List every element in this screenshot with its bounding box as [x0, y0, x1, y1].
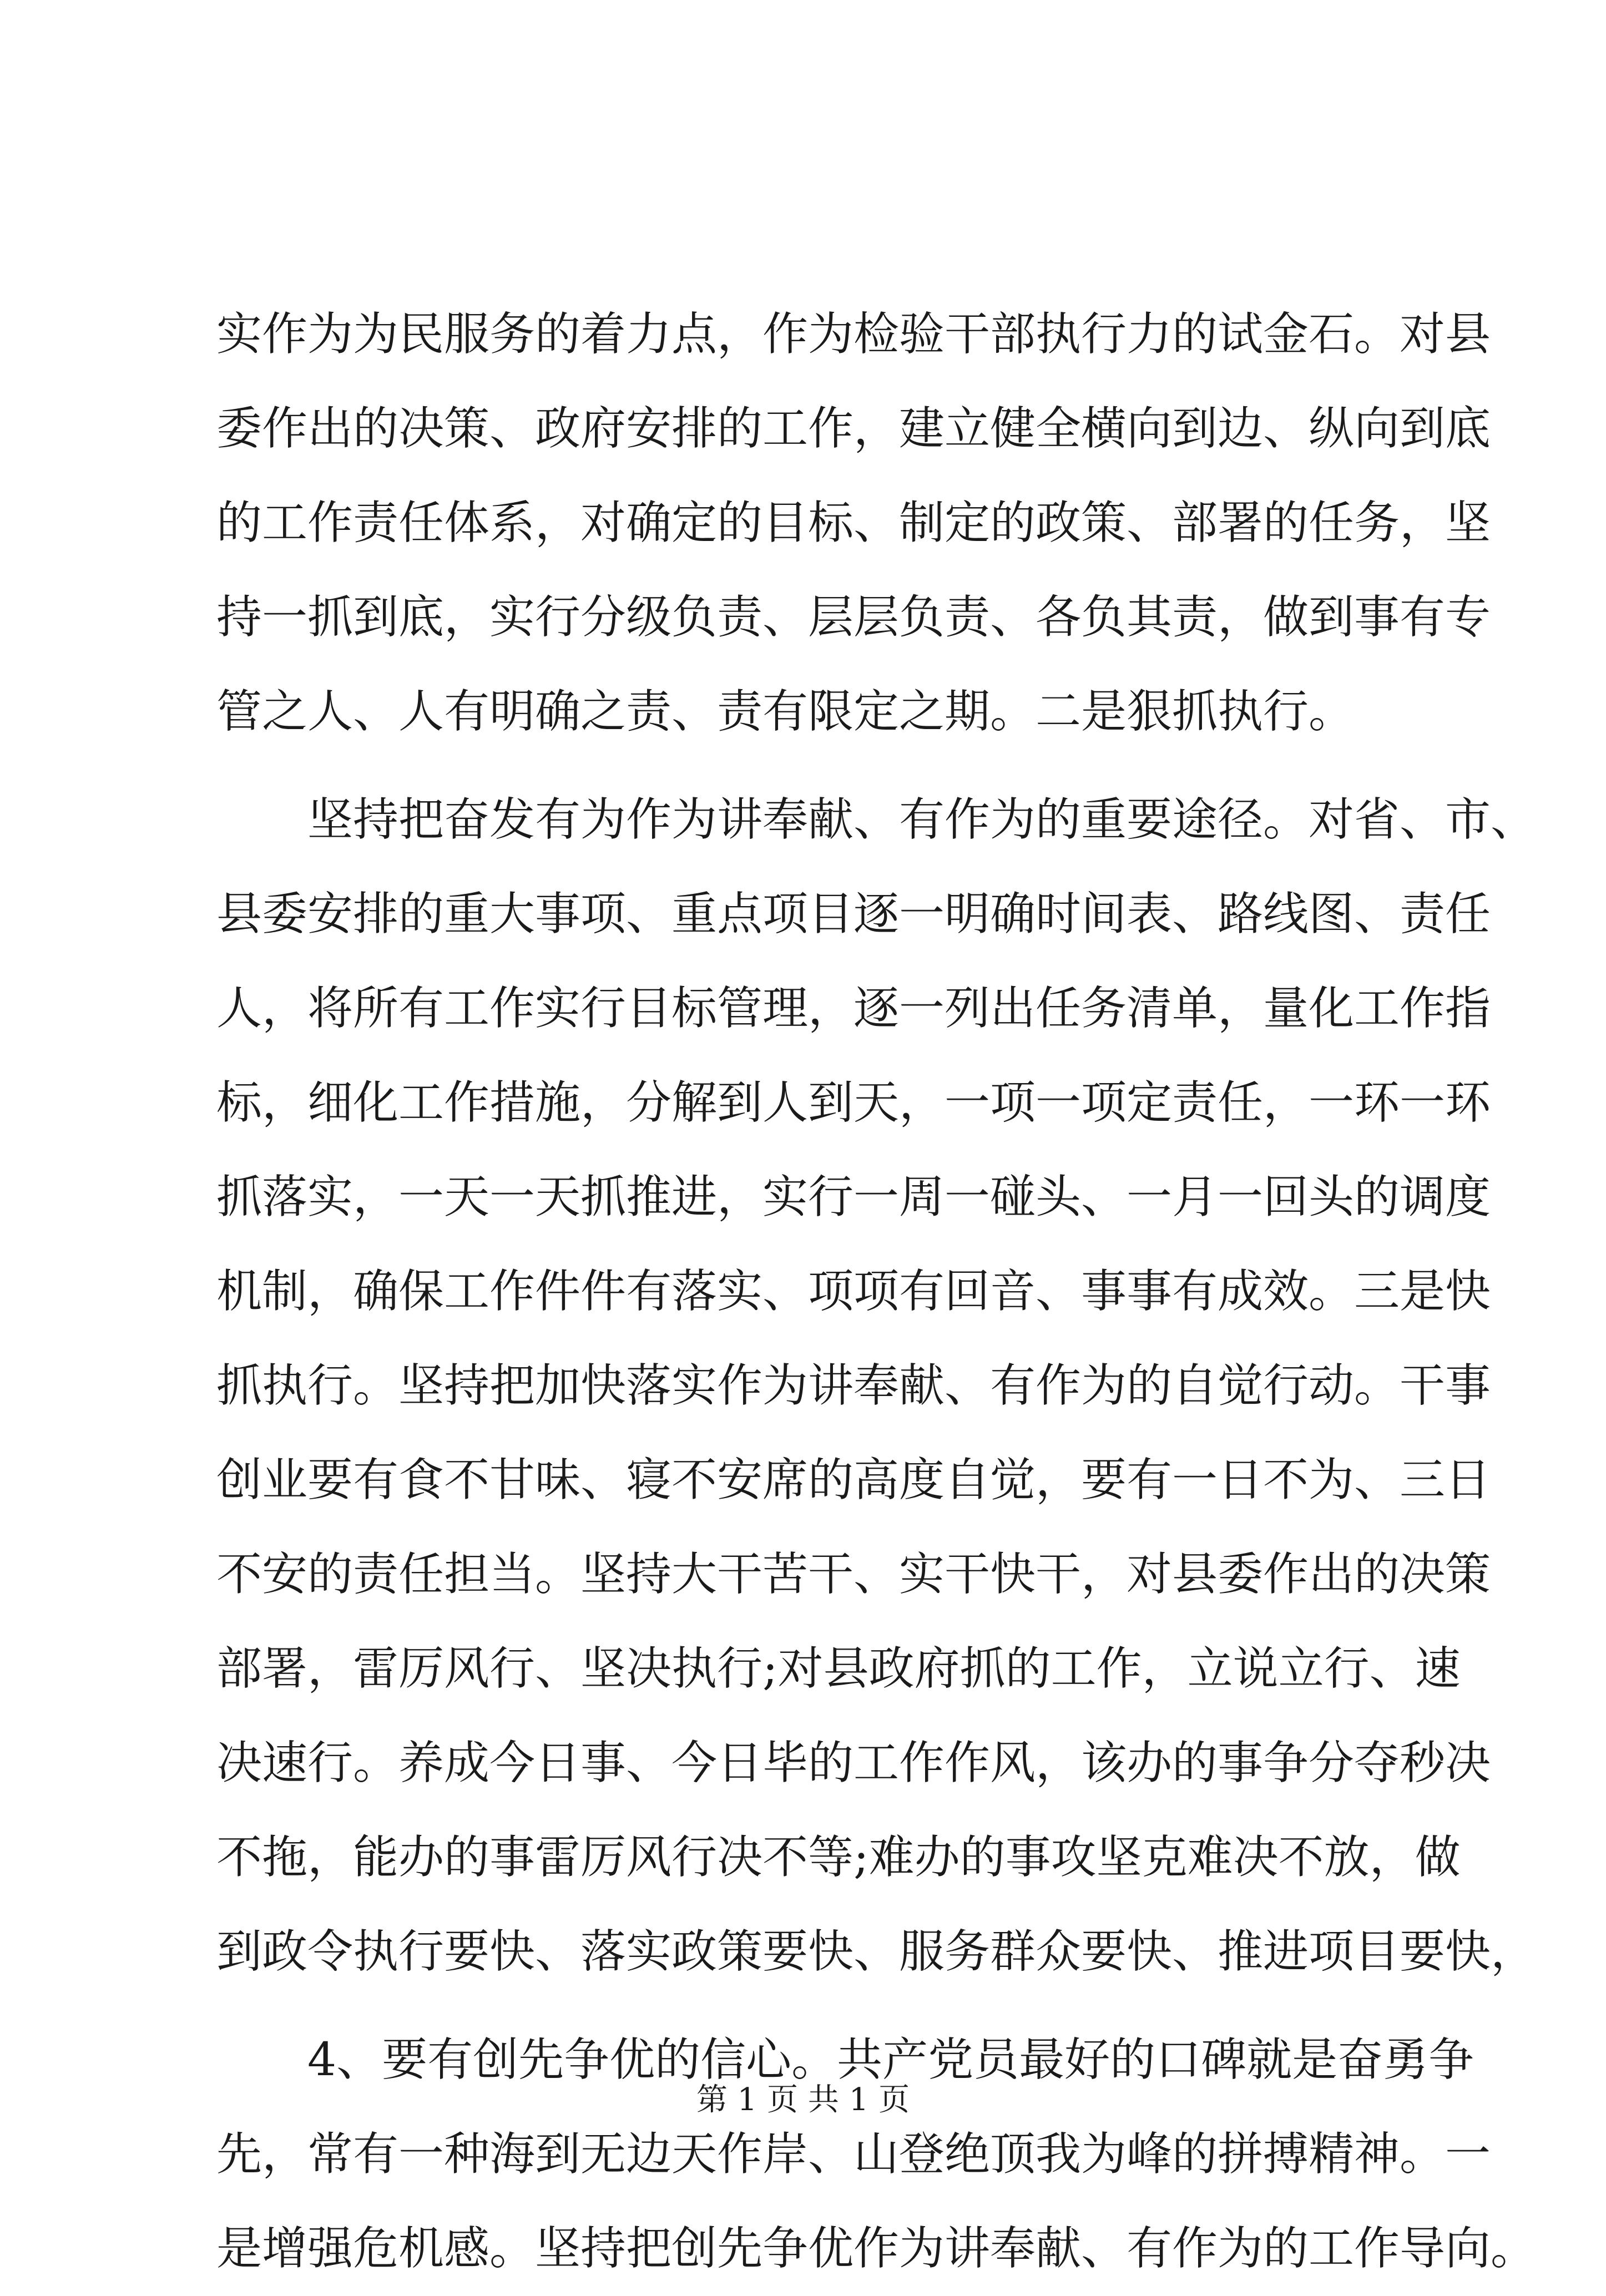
- text-line: 到政令执行要快、落实政策要快、服务群众要快、推进项目要快，: [216, 1925, 1537, 1978]
- text-line: 部署，雷厉风行、坚决执行;对县政府抓的工作，立说立行、速: [216, 1642, 1461, 1695]
- paragraph: [216, 287, 1491, 759]
- paragraph-spacer: [216, 759, 1401, 773]
- text-line: 是增强危机感。坚持把创先争优作为讲奉献、有作为的工作导向。: [216, 2222, 1537, 2275]
- paragraph: [216, 2013, 1537, 2296]
- text-line: 管之人、人有明确之责、责有限定之期。二是狠抓执行。: [216, 685, 1355, 738]
- paragraph-spacer: [216, 1999, 1401, 2013]
- text-line: 创业要有食不甘味、寝不安席的高度自觉，要有一日不为、三日: [216, 1454, 1491, 1506]
- text-line: 先，常有一种海到无边天作岸、山登绝顶我为峰的拼搏精神。一: [216, 2128, 1491, 2181]
- document-body: [216, 287, 1537, 2296]
- text-line: 的工作责任体系，对确定的目标、制定的政策、部署的任务，坚: [216, 497, 1491, 549]
- text-line: 县委安排的重大事项、重点项目逐一明确时间表、路线图、责任: [216, 888, 1491, 940]
- text-line: 标，细化工作措施，分解到人到天，一项一项定责任，一环一环: [216, 1076, 1491, 1129]
- text-line: 机制，确保工作件件有落实、项项有回音、事事有成效。三是快: [216, 1265, 1491, 1318]
- text-line: 持一抓到底，实行分级负责、层层负责、各负其责，做到事有专: [216, 591, 1491, 644]
- page-number-label: 第 1 页 共 1 页: [696, 2082, 910, 2118]
- text-line: 不拖，能办的事雷厉风行决不等;难办的事攻坚克难决不放，做: [216, 1831, 1461, 1884]
- text-line: 4、要有创先争优的信心。共产党员最好的口碑就是奋勇争: [307, 2034, 1474, 2086]
- text-line: 坚持把奋发有为作为讲奉献、有作为的重要途径。对省、市、: [307, 793, 1537, 846]
- text-line: 委作出的决策、政府安排的工作，建立健全横向到边、纵向到底: [216, 402, 1491, 455]
- text-line: 抓执行。坚持把加快落实作为讲奉献、有作为的自觉行动。干事: [216, 1359, 1491, 1412]
- text-line: 抓落实，一天一天抓推进，实行一周一碰头、一月一回头的调度: [216, 1171, 1491, 1223]
- text-line: 决速行。养成今日事、今日毕的工作作风，该办的事争分夺秒决: [216, 1737, 1491, 1789]
- text-line: 人，将所有工作实行目标管理，逐一列出任务清单，量化工作指: [216, 982, 1491, 1035]
- text-line: 实作为为民服务的着力点，作为检验干部执行力的试金石。对县: [216, 308, 1491, 361]
- page-footer: [0, 2078, 1606, 2122]
- text-line: 不安的责任担当。坚持大干苦干、实干快干，对县委作出的决策: [216, 1548, 1491, 1601]
- paragraph: [216, 773, 1537, 1999]
